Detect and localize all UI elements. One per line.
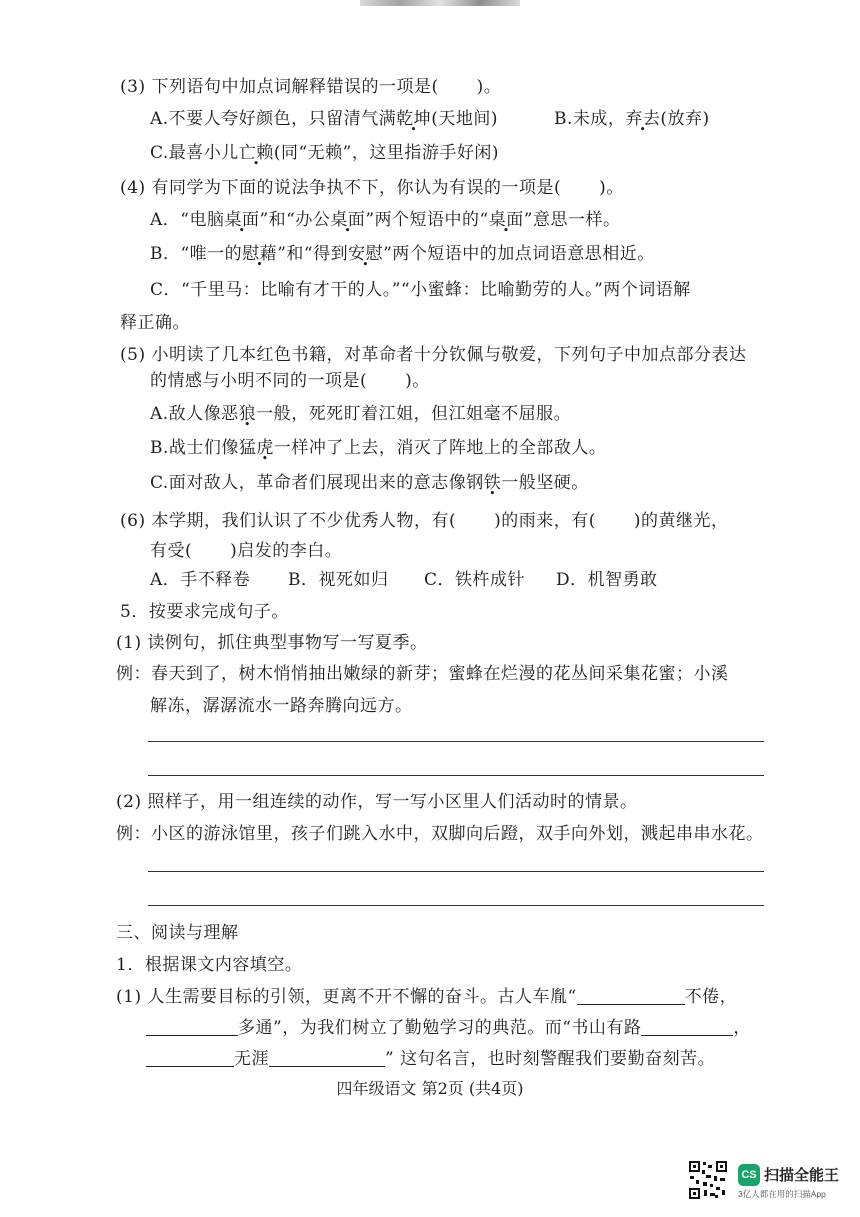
fill-blank[interactable] [146, 1017, 238, 1036]
camscanner-brand: 扫描全能王 [764, 1167, 840, 1184]
q5-option-c: C.面对敌人，革命者们展现出来的意志像钢铁一般 •坚硬。 [150, 471, 589, 495]
answer-line[interactable] [148, 905, 764, 906]
q4-option-c: C．“千里马：比喻有才干的人。”“小蜜蜂：比喻勤劳的人。”两个词语解 [150, 280, 691, 300]
emphasis-dots: 弃去 [625, 109, 661, 129]
q5-option-a: A.敌人像恶狼一般 •，死死盯着江姐，但江姐毫不屈服。 [150, 402, 571, 426]
q6-stem: (6) 本学期，我们认识了不少优秀人物，有( )的雨来，有( )的黄继光， [120, 511, 729, 531]
s3-fill-line1: (1) 人生需要目标的引领，更离不开不懈的奋斗。古人车胤“ 不倦， [116, 987, 738, 1007]
s5-example1: 例：春天到了，树木悄悄抽出嫩绿的新芽；蜜蜂在烂漫的花丛间采集花蜜；小溪 [116, 664, 729, 684]
q5-stem-cont: 的情感与小明不同的一项是( )。 [150, 371, 430, 391]
emphasis-dots: 乾坤 [396, 109, 432, 129]
q6-option-d: D．机智勇敢 [556, 570, 658, 590]
qr-code-icon [688, 1160, 728, 1200]
s5-part1: (1) 读例句，抓住典型事物写一写夏季。 [116, 633, 428, 653]
camscanner-slogan: 3亿人都在用的扫描App [738, 1189, 826, 1199]
q6-stem-cont: 有受( )启发的李白。 [150, 541, 343, 561]
answer-line[interactable] [148, 871, 764, 872]
answer-line[interactable] [148, 741, 764, 742]
s5-example2: 例：小区的游泳馆里，孩子们跳入水中，双脚向后蹬，双手向外划，溅起串串水花。 [116, 824, 764, 844]
q5-stem: (5) 小明读了几本红色书籍，对革命者十分钦佩与敬爱，下列句子中加点部分表达 [120, 345, 747, 365]
q4-option-a: A．“电脑桌面”和“办公桌面”两个短语中的“桌面”意思一样。 [150, 210, 621, 230]
fill-blank[interactable] [641, 1017, 733, 1036]
fill-blank[interactable] [269, 1048, 385, 1067]
q6-option-a: A．手不释卷 [150, 570, 251, 590]
q3-stem: (3) 下列语句中加点词解释错误的一项是( )。 [120, 77, 502, 97]
fill-blank[interactable] [146, 1048, 234, 1067]
q6-option-c: C．铁杵成针 [424, 570, 526, 590]
q3-option-a: A.不要人夸好颜色，只留清气满乾坤(天地间) [150, 109, 498, 129]
section3-title: 三、阅读与理解 [116, 923, 239, 943]
q4-option-c-cont: 释正确。 [120, 313, 190, 333]
q4-stem: (4) 有同学为下面的说法争执不下，你认为有误的一项是( )。 [120, 178, 624, 198]
q3-option-b: B.未成，弃去(放弃) [554, 109, 710, 129]
q6-option-b: B．视死如归 [288, 570, 389, 590]
emphasis-dots: 亡赖 [238, 143, 274, 163]
s5-part2: (2) 照样子，用一组连续的动作，写一写小区里人们活动时的情景。 [116, 792, 638, 812]
q5-option-b: B.战士们像猛虎一样 •冲了上去，消灭了阵地上的全部敌人。 [150, 436, 606, 460]
section5-title: 5．按要求完成句子。 [120, 602, 289, 622]
page-footer: 四年级语文 第2页 (共4页) [336, 1079, 524, 1098]
answer-line[interactable] [148, 775, 764, 776]
s3-fill-line3: 无涯 ” 这句名言，也时刻警醒我们要勤奋刻苦。 [146, 1047, 715, 1071]
s3-question1: 1．根据课文内容填空。 [116, 955, 303, 975]
q3-option-c: C.最喜小儿亡赖(同“无赖”，这里指游手好闲) [150, 143, 499, 163]
camscanner-logo: CS [738, 1164, 760, 1186]
s3-fill-line2: 多通”，为我们树立了勤勉学习的典范。而“书山有路 ， [146, 1016, 751, 1040]
fill-blank[interactable] [577, 986, 685, 1005]
s5-example1-cont: 解冻，潺潺流水一路奔腾向远方。 [150, 696, 413, 716]
q4-option-b: B．“唯一的慰藉”和“得到安慰”两个短语中的加点词语意思相近。 [150, 244, 655, 264]
scan-artifact [360, 0, 520, 6]
